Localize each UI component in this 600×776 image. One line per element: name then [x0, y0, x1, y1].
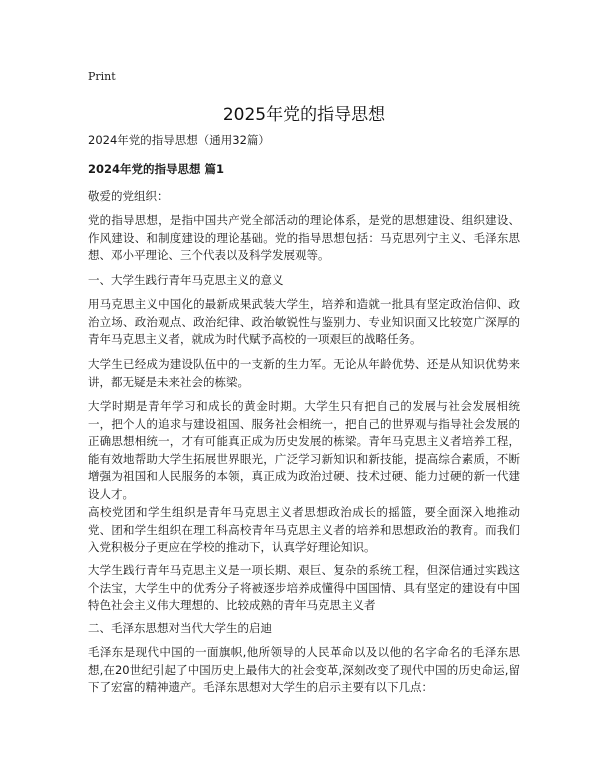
page-title: 2025年党的指导思想 — [222, 105, 386, 125]
paragraph: 高校党团和学生组织是青年马克思主义者思想政治成长的摇篮，要全面深入地推动党、团和学生组织在理工科高校青年马克思主义者的培养和思想政治的教育。而我们入党积极分子更应在学校的推动下，认真学好理论知识。 — [88, 505, 520, 554]
section-heading: 二、毛泽东思想对当代大学生的启迪 — [88, 621, 272, 635]
document-subtitle: 2024年党的指导思想（通用32篇） — [88, 133, 270, 147]
print-label[interactable]: Print — [88, 70, 116, 83]
article-heading: 2024年党的指导思想 篇1 — [88, 162, 225, 176]
salutation: 敬爱的党组织： — [88, 189, 169, 203]
paragraph: 党的指导思想，是指中国共产党全部活动的理论体系，是党的思想建设、组织建设、作风建设、和制度建设的理论基础。党的指导思想包括：马克思列宁主义、毛泽东思想、邓小平理论、三个代表以及科学发展观等。 — [88, 213, 520, 262]
paragraph: 大学生已经成为建设队伍中的一支新的生力军。无论从年龄优势、还是从知识优势来讲，都无疑是未来社会的栋梁。 — [88, 357, 520, 389]
paragraph: 毛泽东是现代中国的一面旗帜,他所领导的人民革命以及以他的名字命名的毛泽东思想,在20世纪引起了中国历史上最伟大的社会变革,深刻改变了现代中国的历史命运,留下了宏富的精神遗产。毛泽东思想对大学生的启示主要有以下几点： — [88, 645, 520, 694]
paragraph: 大学生践行青年马克思主义是一项长期、艰巨、复杂的系统工程，但深信通过实践这个法宝，大学生中的优秀分子将被逐步培养成懂得中国国情、具有坚定的建设有中国特色社会主义伟大理想的、比较成熟的青年马克思主义者 — [88, 563, 520, 612]
paragraph: 大学时期是青年学习和成长的黄金时期。大学生只有把自己的发展与社会发展相统一，把个人的追求与建设祖国、服务社会相统一，把自己的世界观与指导社会发展的正确思想相统一，才有可能真正成为历史发展的栋梁。青年马克思主义者培养工程，能有效地帮助大学生拓展世界眼光，广泛学习新知识和新技能，提高综合素质，不断增强为祖国和人民服务的本领，真正成为政治过硬、技术过硬、能力过硬的新一代建设人才。 — [88, 399, 520, 501]
paragraph: 用马克思主义中国化的最新成果武装大学生，培养和造就一批具有坚定政治信仰、政治立场、政治观点、政治纪律、政治敏锐性与鉴别力、专业知识面又比较宽广深厚的青年马克思主义者，就成为时代赋予高校的一项艰巨的战略任务。 — [88, 297, 520, 346]
section-heading: 一、大学生践行青年马克思主义的意义 — [88, 273, 284, 287]
